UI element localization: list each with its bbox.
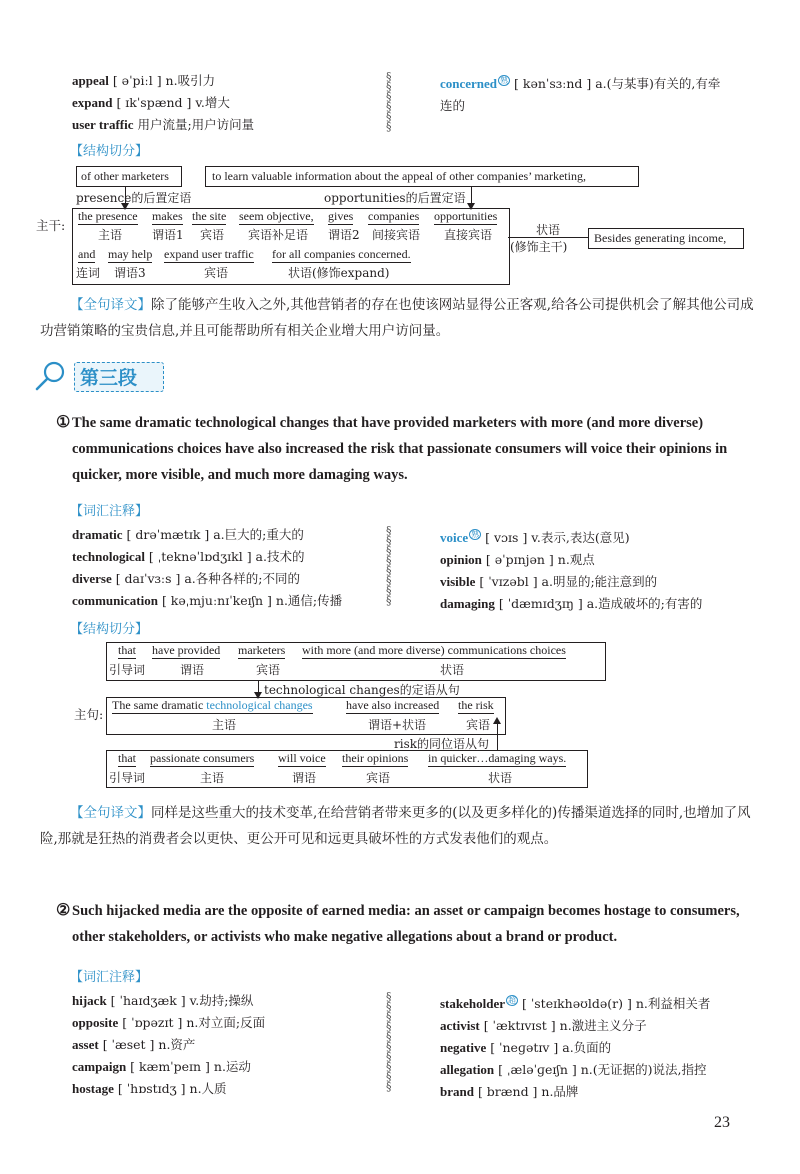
vocab-entry: diverse [ daɪˈvɜːs ] a.各种各样的;不同的 — [72, 571, 300, 586]
besides-box: Besides generating income, — [588, 228, 744, 249]
sentence-1: ① The same dramatic technological changes that have provided marketers with more (and more diverse) communications choices have also increased the risk that passionate consumers will voice their opinions in quicker, more visible, and much more damaging ways. — [56, 414, 728, 483]
vocab-entry: campaign [ kæmˈpeɪn ] n.运动 — [72, 1059, 251, 1074]
magnifier-icon — [34, 360, 70, 394]
translation-1: 【全句译文】除了能够产生收入之外,其他营销者的存在也使该网站显得公正客观,给各公司提供机会了解其他公司成功营销策略的宝贵信息,并且可能帮助所有相关企业增大用户访问量。 — [40, 297, 754, 339]
vocab-entry: asset [ ˈæset ] n.资产 — [72, 1037, 196, 1052]
vocab-entry: visible [ ˈvɪzəbl ] a.明显的;能注意到的 — [440, 574, 658, 590]
vocab-entry: opposite [ ˈɒpəzɪt ] n.对立面;反面 — [72, 1015, 266, 1030]
vocab-entry: hostage [ ˈhɒstɪdʒ ] n.人质 — [72, 1081, 227, 1096]
vocab1-right — [440, 524, 770, 615]
vocab-entry: brand [ brænd ] n.品牌 — [440, 1084, 579, 1100]
vocab2-left — [72, 990, 402, 1100]
vocab-entry: dramatic [ drəˈmætɪk ] a.巨大的;重大的 — [72, 527, 304, 542]
main-clause-label: 主干: — [36, 218, 66, 233]
vocab-entry: activist [ ˈæktɪvɪst ] n.激进主义分子 — [440, 1018, 647, 1034]
vocab-entry: concerned $^熟$ [ kənˈsɜːnd ] a.(与某事)有关的,有牵 — [440, 76, 721, 92]
vocab1-left — [72, 524, 402, 612]
note-opportunities: opportunities的后置定语 — [324, 191, 466, 205]
vocab-entry: negative [ ˈneɡətɪv ] a.负面的 — [440, 1040, 612, 1056]
seg-en: the presence — [78, 209, 138, 223]
section-title: 第三段 — [80, 367, 138, 389]
vocab-heading: 【词汇注释】 — [70, 504, 149, 519]
vocab-entry: 连的 — [440, 98, 466, 114]
column-divider: § § § § § § — [386, 70, 392, 133]
top-vocab-right — [440, 70, 760, 117]
page-number: 23 — [714, 1114, 730, 1131]
seg-en: the site — [192, 209, 227, 223]
column-divider: § § § § § § § § — [386, 524, 392, 607]
seg-en: may help — [108, 247, 153, 261]
vocab-entry: technological [ ˌteknəˈlɒdʒɪkl ] a.技术的 — [72, 549, 305, 564]
of-marketers-box: of other marketers — [76, 166, 182, 187]
seg-en: gives — [328, 209, 354, 223]
top-vocab-left — [72, 70, 402, 136]
seg-en: companies — [368, 209, 420, 223]
vocab2-right — [440, 990, 780, 1103]
section-header — [34, 360, 174, 392]
to-learn-box: to learn valuable information about the appeal of other companies’ marketing, — [205, 166, 639, 187]
seg-en: seem objective, — [239, 209, 314, 223]
seg-en: and — [78, 247, 96, 261]
vocab-entry: communication [ kəˌmjuːnɪˈkeɪʃn ] n.通信;传播 — [72, 593, 343, 608]
vocab-entry: opinion [ əˈpɪnjən ] n.观点 — [440, 552, 595, 568]
note-presence: presence的后置定语 — [76, 191, 192, 205]
seg-en: expand user traffic — [164, 247, 254, 261]
vocab-entry: appeal [ əˈpiːl ] n.吸引力 — [72, 73, 216, 88]
vocab-entry: allegation [ ˌæləˈɡeɪʃn ] n.(无证据的)说法,指控 — [440, 1062, 707, 1078]
structure-heading: 【结构切分】 — [70, 144, 149, 159]
vocab-entry: expand [ ɪkˈspænd ] v.增大 — [72, 95, 230, 110]
seg-en: makes — [152, 209, 183, 223]
vocab-entry: hijack [ ˈhaɪdʒæk ] v.劫持;操纵 — [72, 993, 254, 1008]
vocab-entry: voice $^熟$ [ vɔɪs ] v.表示,表达(意见) — [440, 530, 630, 546]
seg-en: opportunities — [434, 209, 498, 223]
sentence-2: ② Such hijacked media are the opposite of earned media: an asset or campaign becomes hostage to consumers, other stakeholders, or activists who make negative allegations about a brand or product. — [56, 902, 740, 945]
adverbial-note: (修饰主干) — [510, 240, 568, 254]
vocab-heading: 【词汇注释】 — [70, 970, 149, 985]
column-divider: § § § § § § § § § § — [386, 990, 392, 1093]
seg-en: for all companies concerned. — [272, 247, 411, 261]
vocab-entry: stakeholder $^超$ [ ˈsteɪkhəʊldə(r) ] n.利益相关者 — [440, 996, 711, 1012]
translation-2: 【全句译文】同样是这些重大的技术变革,在给营销者带来更多的(以及更多样化的)传播渠道选择的同时,也增加了风险,那就是狂热的消费者会以更快、更公开可见和远更具破坏性的方式发表他们的观点。 — [40, 805, 751, 847]
vocab-entry: damaging [ ˈdæmɪdʒɪŋ ] a.造成破坏的;有害的 — [440, 596, 703, 612]
main-clause-label: 主句: — [74, 707, 104, 722]
note-risk: risk的同位语从句 — [394, 737, 490, 751]
adverbial-label: 状语 — [536, 223, 561, 237]
vocab-entry: user traffic 用户流量;用户访问量 — [72, 117, 255, 132]
structure-heading: 【结构切分】 — [70, 622, 149, 637]
note-tech: technological changes的定语从句 — [264, 683, 460, 697]
